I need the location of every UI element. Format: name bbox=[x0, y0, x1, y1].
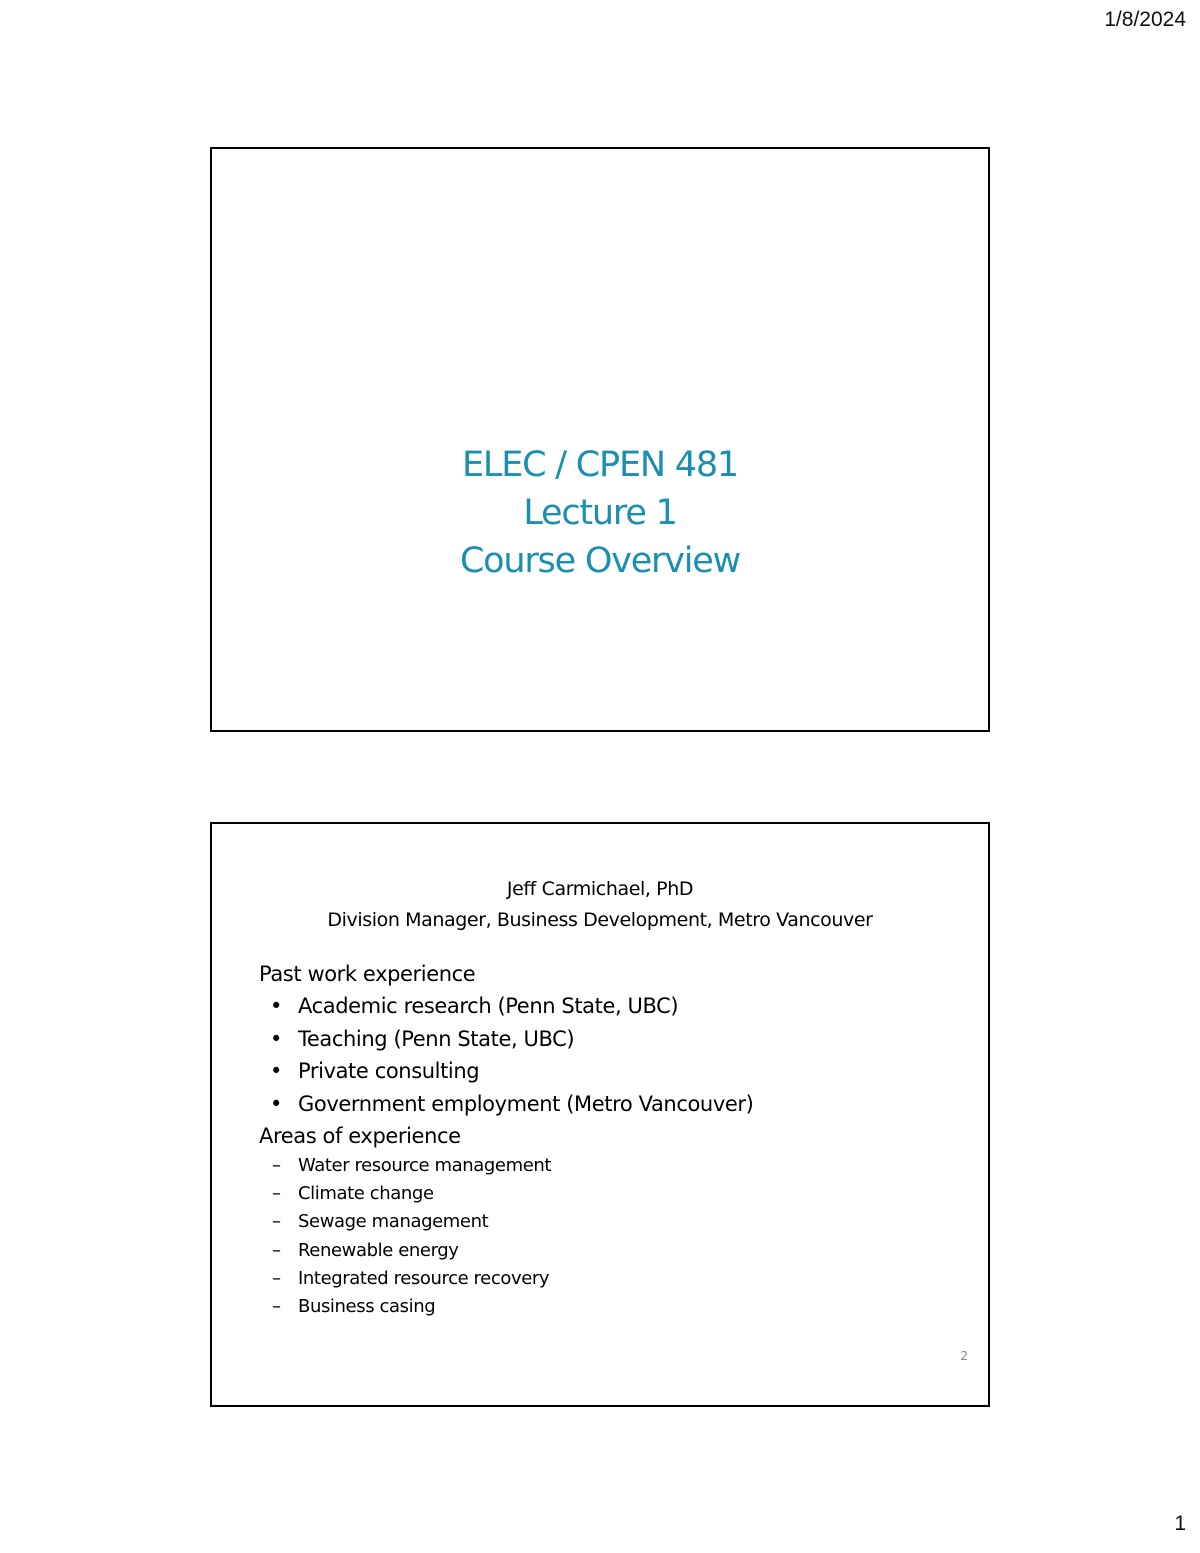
slide-number: 2 bbox=[960, 1349, 968, 1363]
slide-content bbox=[259, 958, 753, 1321]
print-date: 1/8/2024 bbox=[1104, 8, 1186, 31]
speaker-name: Jeff Carmichael, PhD bbox=[506, 878, 694, 900]
list-item-text: Government employment (Metro Vancouver) bbox=[298, 1091, 754, 1116]
list-item bbox=[259, 1265, 753, 1293]
dash-marker: – bbox=[272, 1239, 281, 1261]
slide-1 bbox=[210, 147, 990, 732]
list-item bbox=[259, 1055, 753, 1088]
list-item-text: Sewage management bbox=[298, 1211, 489, 1233]
page-number: 1 bbox=[1174, 1512, 1186, 1535]
list-item-text: Private consulting bbox=[298, 1059, 480, 1083]
list-item-text: Climate change bbox=[298, 1183, 434, 1205]
speaker-title: Division Manager, Business Development, Metro Vancouver bbox=[327, 909, 873, 931]
list-item-text: Renewable energy bbox=[298, 1239, 459, 1261]
bullet-marker: • bbox=[270, 1059, 282, 1083]
list-item-text: Business casing bbox=[298, 1295, 436, 1317]
past-work-list bbox=[259, 990, 753, 1120]
list-item bbox=[259, 1293, 753, 1321]
slide-title bbox=[212, 441, 988, 585]
list-item bbox=[259, 1088, 753, 1121]
course-code: ELEC / CPEN 481 bbox=[462, 445, 738, 485]
list-item bbox=[259, 1180, 753, 1208]
dash-marker: – bbox=[272, 1267, 281, 1289]
list-item bbox=[259, 990, 753, 1023]
areas-heading: Areas of experience bbox=[259, 1124, 461, 1148]
lecture-number: Lecture 1 bbox=[523, 493, 677, 533]
slide-2 bbox=[210, 822, 990, 1407]
list-item-text: Academic research (Penn State, UBC) bbox=[298, 994, 679, 1018]
bullet-marker: • bbox=[270, 1026, 282, 1051]
list-item bbox=[259, 1208, 753, 1236]
list-item bbox=[259, 1023, 753, 1056]
dash-marker: – bbox=[272, 1155, 281, 1176]
bullet-marker: • bbox=[270, 994, 282, 1018]
lecture-topic: Course Overview bbox=[459, 541, 741, 581]
areas-list bbox=[259, 1152, 753, 1321]
dash-marker: – bbox=[272, 1295, 281, 1317]
list-item-text: Teaching (Penn State, UBC) bbox=[298, 1026, 575, 1051]
dash-marker: – bbox=[272, 1183, 281, 1205]
list-item-text: Water resource management bbox=[298, 1155, 552, 1176]
list-item bbox=[259, 1237, 753, 1265]
list-item-text: Integrated resource recovery bbox=[298, 1267, 550, 1289]
past-work-heading: Past work experience bbox=[259, 962, 476, 986]
list-item bbox=[259, 1152, 753, 1180]
dash-marker: – bbox=[272, 1211, 281, 1233]
speaker-info bbox=[212, 874, 988, 936]
bullet-marker: • bbox=[270, 1091, 282, 1116]
